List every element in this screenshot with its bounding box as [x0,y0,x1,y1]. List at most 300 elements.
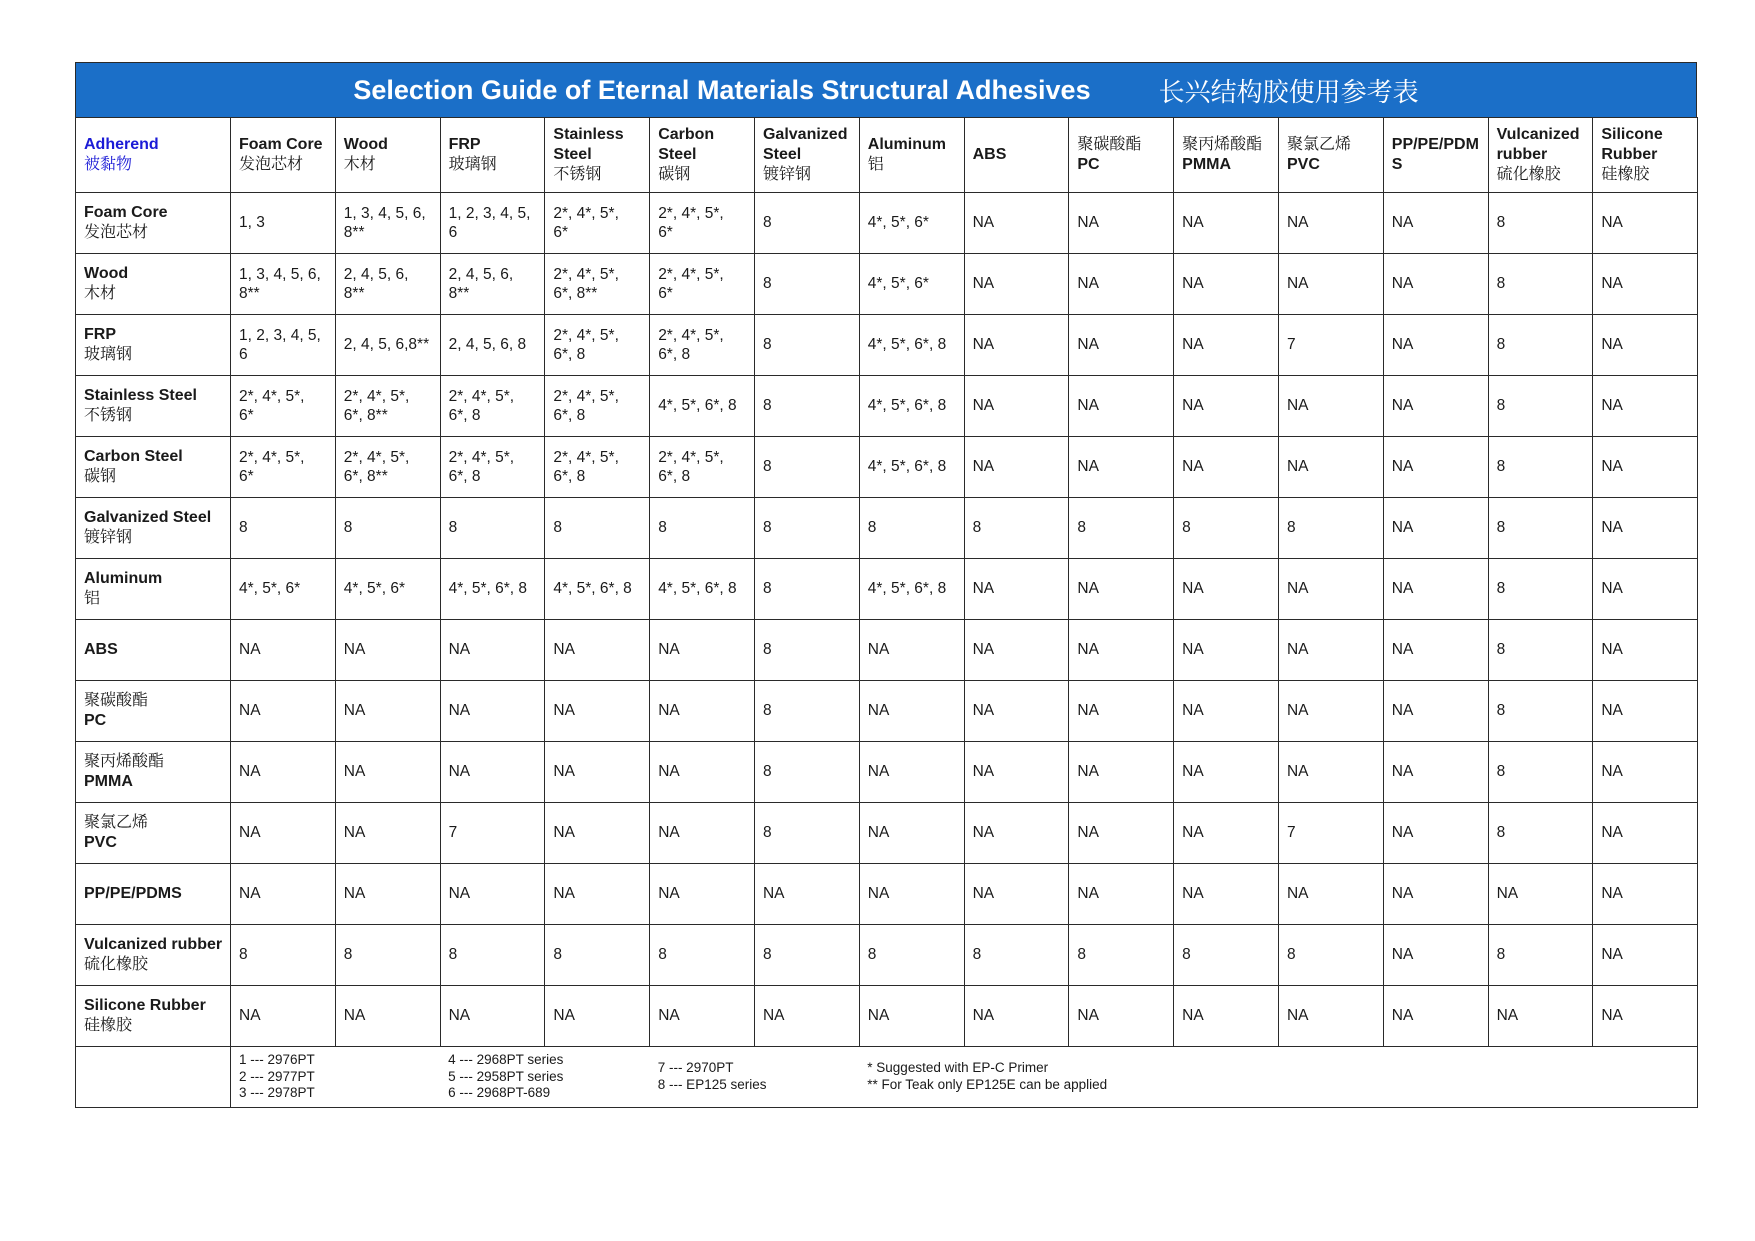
table-cell [859,254,964,315]
cell-value: 6*, 8 [553,407,586,424]
table-row [76,193,1698,254]
table-cell [859,193,964,254]
row-header [76,193,231,254]
cell-value: 1, 2, 3, 4, 5, [239,326,321,344]
table-cell [545,315,650,376]
cell-value: 4*, 5*, 6* [239,580,301,598]
table-cell [754,254,859,315]
cell-value: NA [658,824,680,842]
column-header-zh: 不锈钢 [553,166,602,183]
cell-value: 8** [239,285,260,302]
row-header-en: Stainless Steel [84,387,197,404]
table-cell [650,620,755,681]
table-cell [1383,925,1488,986]
header-row [76,118,1698,193]
table-row [76,986,1698,1047]
column-header-en: Foam Core [239,136,323,153]
column-header-en: ABS [972,146,1007,163]
cell-value: 8 [762,275,772,293]
table-cell [1488,742,1593,803]
row-header-zh: 聚氯乙烯 [84,814,149,831]
table-cell [440,864,545,925]
table-row [76,803,1698,864]
cell-value: NA [1391,458,1414,476]
cell-value: NA [553,702,575,720]
cell-value: NA [1286,397,1309,415]
row-header-en: PVC [84,834,117,851]
cell-value: 7 [448,824,458,842]
column-header [1278,118,1383,193]
cell-value: NA [553,641,575,659]
cell-value: 2*, 4*, 5*, [239,387,305,405]
table-cell [1593,803,1698,864]
cell-value: 4*, 5*, 6*, 8 [448,580,528,598]
cell-value: NA [448,641,471,659]
column-header-en: PP/PE/PDM [1391,136,1479,153]
table-cell [440,986,545,1047]
row-header [76,376,231,437]
table-cell [859,620,964,681]
table-cell [1278,925,1383,986]
cell-value: 6*, 8 [448,407,481,424]
cell-value: 8 [762,763,772,781]
row-header-zh: 镀锌钢 [84,529,133,546]
table-cell [964,803,1069,864]
table-cell [859,742,964,803]
table-cell [335,193,440,254]
cell-value: 8** [448,285,470,302]
cell-value: NA [1391,519,1414,537]
table-body [76,118,1698,1108]
cell-value: NA [1077,702,1099,720]
cell-value: 6* [239,468,254,485]
table-cell [754,498,859,559]
column-header-en: PMMA [1182,156,1232,173]
cell-value: 8 [1496,702,1506,720]
cell-value: 2, 4, 5, 6, [343,265,409,283]
cell-value: 8 [343,519,353,537]
table-cell [231,864,336,925]
cell-value: NA [1601,641,1623,659]
row-header-zh: 发泡芯材 [84,224,149,241]
table-cell [1069,498,1174,559]
cell-value: 8 [658,519,667,537]
table-cell [1488,437,1593,498]
row-header-en: Silicone Rubber [84,997,206,1014]
table-cell [1593,986,1698,1047]
table-cell [440,620,545,681]
cell-value: 6 [448,224,458,241]
cell-value: 8 [1077,946,1086,964]
cell-value: NA [343,763,366,781]
row-header-zh: 碳钢 [84,468,117,485]
cell-value: 2*, 4*, 5*, [448,448,515,466]
cell-value: 8 [448,519,458,537]
cell-value: 8 [1496,275,1506,293]
cell-value: 8 [762,458,772,476]
cell-value: NA [1286,458,1309,476]
table-cell [1174,498,1279,559]
table-row [76,498,1698,559]
cell-value: NA [1391,702,1414,720]
column-header [964,118,1069,193]
cell-value: 8 [553,519,563,537]
table-cell [1488,864,1593,925]
table-cell [1383,559,1488,620]
column-header-en: Stainless [553,126,624,143]
table-cell [1174,437,1279,498]
row-header [76,315,231,376]
cell-value: NA [1391,336,1414,354]
cell-value: NA [448,885,471,903]
table-cell [440,803,545,864]
row-header-zh: 聚丙烯酸酯 [84,753,165,770]
cell-value: NA [1182,824,1204,842]
table-cell [1383,742,1488,803]
cell-value: NA [1601,519,1623,537]
cell-value: NA [867,885,890,903]
cell-value: NA [972,214,995,232]
cell-value: 8 [867,519,877,537]
cell-value: NA [972,702,995,720]
table-cell [859,315,964,376]
table-cell [1069,376,1174,437]
table-cell [231,376,336,437]
table-cell [1593,376,1698,437]
table-cell [964,376,1069,437]
table-cell [859,681,964,742]
column-header-en: Vulcanized [1496,126,1580,143]
column-header [1069,118,1174,193]
row-header-en: Carbon Steel [84,448,183,465]
column-header [1593,118,1698,193]
table-cell [1174,681,1279,742]
table-cell [1069,315,1174,376]
table-cell [545,681,650,742]
table-cell [1174,742,1279,803]
cell-value: NA [1391,641,1414,659]
table-cell [859,864,964,925]
cell-value: 4*, 5*, 6*, 8 [553,580,632,598]
table-cell [964,620,1069,681]
table-cell [964,437,1069,498]
table-cell [1383,498,1488,559]
corner-label-zh: 被黏物 [84,156,133,173]
legend-row [76,1047,1698,1108]
column-header-zh: 硅橡胶 [1601,166,1650,183]
column-header-zh: 聚丙烯酸酯 [1182,136,1263,153]
cell-value: NA [762,1007,785,1025]
table-cell [1278,803,1383,864]
table-cell [231,254,336,315]
table-cell [335,254,440,315]
cell-value: 8** [343,285,365,302]
table-cell [1278,315,1383,376]
cell-value: 2*, 4*, 5*, [658,448,724,466]
table-cell [440,742,545,803]
table-cell [964,498,1069,559]
cell-value: 8 [448,946,458,964]
column-header-en: Wood [343,136,388,153]
table-cell [335,986,440,1047]
table-cell [1174,620,1279,681]
table-cell [1488,315,1593,376]
table-cell [545,559,650,620]
cell-value: NA [867,702,890,720]
row-header [76,925,231,986]
table-cell [1593,925,1698,986]
table-cell [1593,620,1698,681]
cell-value: 8 [1496,519,1506,537]
table-cell [1383,315,1488,376]
table-cell [440,254,545,315]
table-cell [335,681,440,742]
table-cell [440,925,545,986]
table-cell [650,681,755,742]
table-cell [1069,925,1174,986]
table-row [76,315,1698,376]
cell-value: NA [1077,1007,1099,1025]
column-header [1488,118,1593,193]
column-header [440,118,545,193]
title-banner [75,62,1697,117]
cell-value: 4*, 5*, 6*, 8 [867,397,947,415]
column-header [859,118,964,193]
table-cell [1488,254,1593,315]
table-cell [1278,437,1383,498]
cell-value: NA [972,458,995,476]
cell-value: 8 [1496,458,1506,476]
cell-value: NA [972,824,995,842]
table-cell [650,315,755,376]
table-row [76,864,1698,925]
row-header-zh: 铝 [84,590,101,607]
row-header [76,986,231,1047]
cell-value: NA [1496,1007,1519,1025]
cell-value: NA [867,1007,890,1025]
cell-value: 2*, 4*, 5*, [239,448,305,466]
cell-value: NA [553,763,575,781]
table-cell [440,498,545,559]
table-cell [440,315,545,376]
cell-value: NA [448,702,471,720]
row-header-en: Wood [84,265,129,282]
cell-value: NA [1182,763,1204,781]
legend-line: ** For Teak only EP125E can be applied [867,1077,1108,1092]
column-header-zh: 木材 [343,156,376,173]
row-header-zh: 玻璃钢 [84,346,133,363]
cell-value: NA [972,580,995,598]
cell-value: NA [343,702,366,720]
cell-value: NA [1391,580,1414,598]
row-header [76,864,231,925]
table-cell [545,803,650,864]
table-cell [650,864,755,925]
table-cell [1593,498,1698,559]
cell-value: NA [1391,214,1414,232]
legend-group3 [650,1047,860,1108]
cell-value: NA [1182,397,1204,415]
cell-value: NA [1391,946,1414,964]
cell-value: 8 [762,641,772,659]
table-cell [335,620,440,681]
cell-value: 6* [658,224,673,241]
cell-value: NA [1601,885,1623,903]
cell-value: NA [1077,580,1099,598]
cell-value: NA [1391,275,1414,293]
cell-value: 8 [1496,397,1506,415]
cell-value: NA [239,641,261,659]
table-cell [964,986,1069,1047]
cell-value: 2*, 4*, 5*, [553,448,619,466]
table-cell [859,803,964,864]
table-cell [1278,559,1383,620]
table-cell [335,864,440,925]
cell-value: NA [1077,336,1099,354]
table-cell [1174,193,1279,254]
column-header-zh: 玻璃钢 [448,156,497,173]
cell-value: NA [972,641,995,659]
row-header [76,559,231,620]
cell-value: 8** [343,224,365,241]
cell-value: 8 [1286,519,1296,537]
table-cell [1174,986,1279,1047]
legend-notes [859,1047,1697,1108]
cell-value: NA [1601,763,1623,781]
table-cell [545,742,650,803]
legend-line: * Suggested with EP-C Primer [867,1060,1049,1076]
cell-value: NA [762,885,785,903]
table-row [76,376,1698,437]
selection-guide-sheet [75,62,1697,1108]
cell-value: 2*, 4*, 5*, [553,204,619,222]
table-cell [1488,376,1593,437]
row-header-en: Vulcanized rubber [84,936,223,953]
cell-value: NA [1601,1007,1623,1025]
cell-value: 8 [867,946,877,964]
cell-value: NA [1077,824,1099,842]
table-cell [335,925,440,986]
column-header-zh: 镀锌钢 [762,166,811,183]
table-cell [1383,864,1488,925]
table-cell [859,437,964,498]
table-cell [1488,986,1593,1047]
cell-value: 8 [658,946,667,964]
table-cell [231,193,336,254]
cell-value: 8 [1496,580,1506,598]
legend-line: 3 --- 2978PT [239,1085,315,1101]
cell-value: 8 [553,946,563,964]
cell-value: 4*, 5*, 6*, 8 [658,397,737,415]
row-header-zh: 木材 [84,285,117,302]
table-cell [754,803,859,864]
column-header [754,118,859,193]
cell-value: 8 [1182,946,1191,964]
cell-value: NA [972,1007,995,1025]
table-cell [1488,925,1593,986]
column-header-en: FRP [448,136,481,153]
table-cell [440,681,545,742]
table-cell [1069,803,1174,864]
cell-value: NA [658,641,680,659]
table-cell [1488,803,1593,864]
table-cell [964,559,1069,620]
row-header-zh: 硫化橡胶 [84,956,149,973]
row-header-zh: 聚碳酸酯 [84,692,149,709]
cell-value: NA [1182,214,1204,232]
cell-value: 1, 3, 4, 5, 6, [239,265,321,283]
table-cell [1488,620,1593,681]
table-cell [1383,437,1488,498]
cell-value: NA [239,702,261,720]
column-header-en: PC [1077,156,1100,173]
cell-value: 8 [1182,519,1191,537]
cell-value: NA [448,1007,471,1025]
column-header-en: Carbon [658,126,715,143]
legend-line: 6 --- 2968PT-689 [448,1085,551,1101]
cell-value: 8 [1496,824,1506,842]
table-cell [1593,742,1698,803]
table-cell [335,376,440,437]
table-cell [1278,376,1383,437]
cell-value: NA [867,824,890,842]
cell-value: NA [343,641,366,659]
table-cell [545,864,650,925]
column-header [545,118,650,193]
table-cell [650,742,755,803]
cell-value: 4*, 5*, 6* [343,580,405,598]
table-cell [1069,193,1174,254]
table-cell [1593,559,1698,620]
row-header-en: Aluminum [84,570,163,587]
table-cell [1383,986,1488,1047]
cell-value: 8 [343,946,353,964]
cell-value: NA [1391,763,1414,781]
cell-value: NA [1182,458,1204,476]
legend-group1 [231,1047,441,1108]
table-cell [1069,620,1174,681]
cell-value: 8 [1496,641,1506,659]
column-header [1383,118,1488,193]
row-header-en: PC [84,712,107,729]
table-cell [1383,254,1488,315]
table-cell [1593,437,1698,498]
cell-value: 6 [239,346,248,363]
column-header-en: rubber [1496,146,1548,163]
table-cell [650,803,755,864]
cell-value: 4*, 5*, 6*, 8 [658,580,737,598]
row-header [76,803,231,864]
table-cell [650,498,755,559]
cell-value: NA [1077,763,1099,781]
column-header [1174,118,1279,193]
table-cell [545,437,650,498]
column-header-en: Galvanized [762,126,848,143]
cell-value: NA [1077,275,1099,293]
table-cell [1593,254,1698,315]
table-cell [859,925,964,986]
table-cell [1593,681,1698,742]
table-row [76,681,1698,742]
table-cell [650,376,755,437]
table-cell [440,437,545,498]
table-cell [1278,986,1383,1047]
column-header-en: Steel [553,146,592,163]
title-en: Selection Guide of Eternal Materials Structural Adhesives [353,74,1091,105]
cell-value: NA [867,763,890,781]
table-cell [1278,681,1383,742]
table-cell [1278,498,1383,559]
